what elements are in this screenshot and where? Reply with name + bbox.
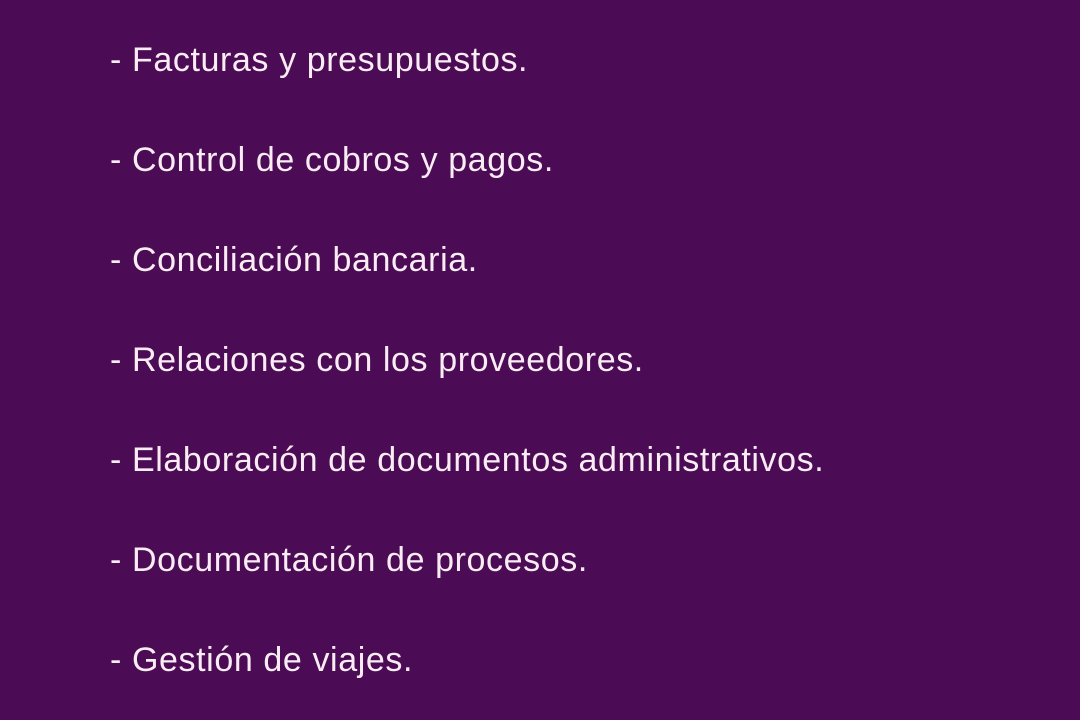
list-item: - Documentación de procesos. bbox=[110, 540, 588, 579]
list-item: - Gestión de viajes. bbox=[110, 640, 414, 679]
list-item: - Elaboración de documentos administrativos. bbox=[110, 440, 825, 479]
list-item: - Control de cobros y pagos. bbox=[110, 140, 554, 179]
list-item: - Facturas y presupuestos. bbox=[110, 40, 529, 79]
list-item: - Relaciones con los proveedores. bbox=[110, 340, 644, 379]
task-list bbox=[110, 10, 1040, 710]
list-item: - Conciliación bancaria. bbox=[110, 240, 478, 279]
